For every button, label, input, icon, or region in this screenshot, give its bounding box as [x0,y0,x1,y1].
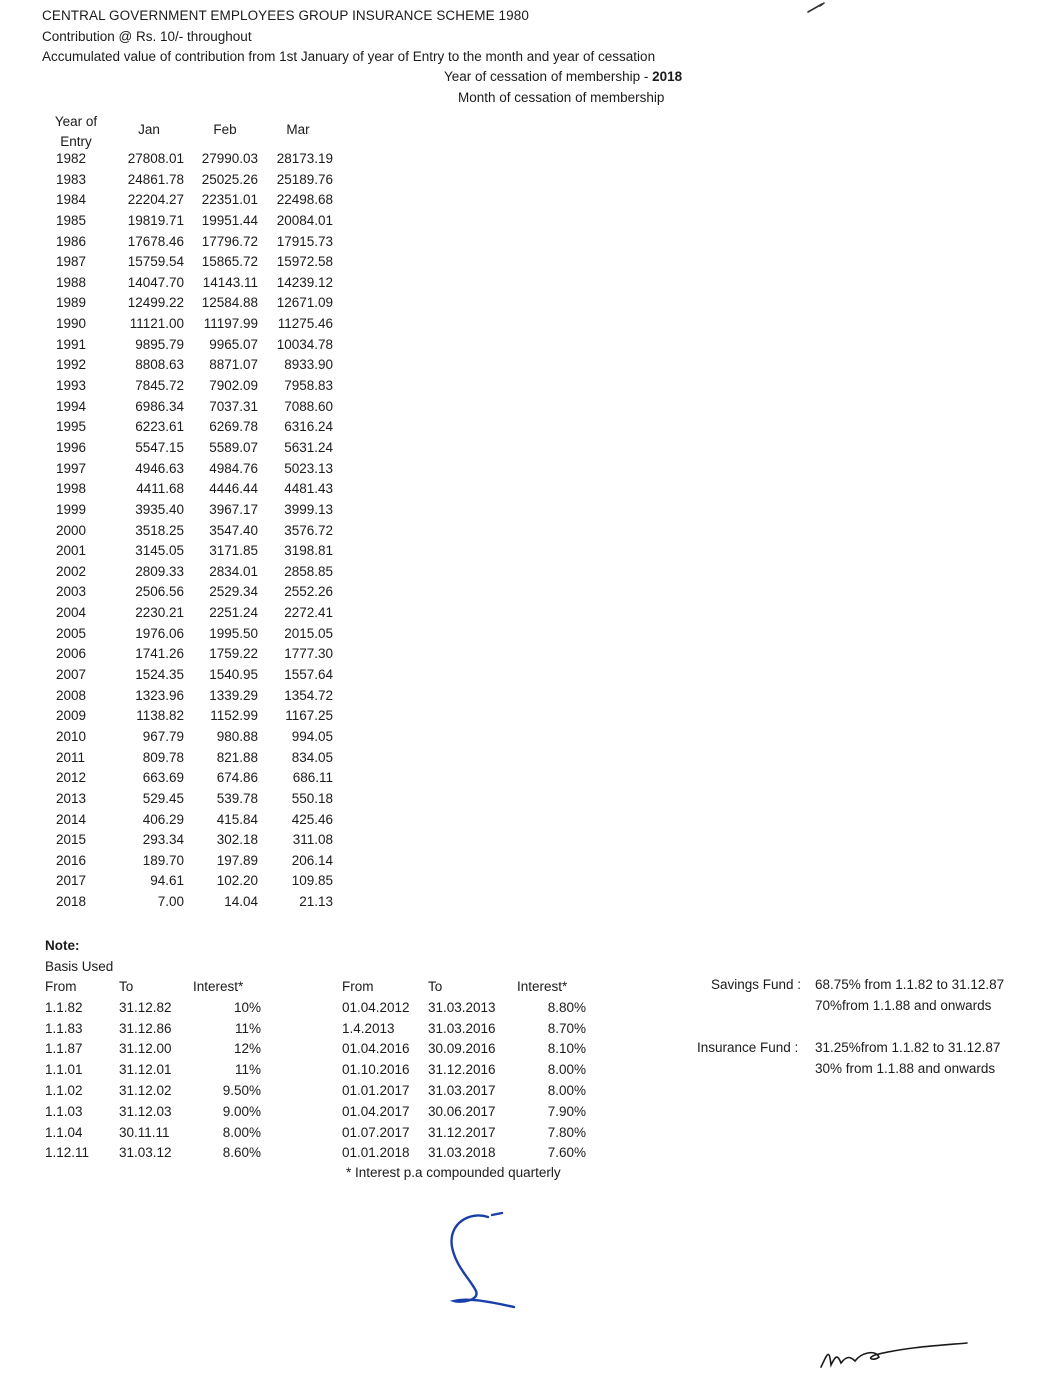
interest-cell: 10% [233,999,261,1015]
year-cell: 1992 [56,357,87,373]
table-row [40,233,340,254]
jan-cell: 293.34 [142,832,184,848]
document-title: CENTRAL GOVERNMENT EMPLOYEES GROUP INSURANCE SCHEME 1980 [42,8,529,23]
cessation-year-line [444,69,682,84]
mar-cell: 3198.81 [284,543,333,559]
feb-cell: 12584.88 [201,295,258,311]
interest-cell: 11% [234,1020,261,1036]
feb-cell: 1995.50 [209,625,258,641]
jan-cell: 12499.22 [127,295,184,311]
interest-cell: 12% [233,1041,261,1057]
mar-cell: 2015.05 [284,625,333,641]
mar-cell: 7088.60 [284,398,333,414]
year-cell: 2007 [56,667,87,683]
mar-cell: 834.05 [291,749,333,765]
feb-cell: 2529.34 [209,584,258,600]
interest-row [45,1145,275,1166]
corner-pen-mark [800,0,830,16]
feb-cell: 3547.40 [209,522,258,538]
year-cell: 2015 [56,832,87,848]
jan-cell: 2506.56 [135,584,184,600]
interest-row [45,1021,275,1042]
year-cell: 2013 [56,790,87,806]
year-cell: 2004 [56,605,87,621]
table-row [40,418,340,439]
feb-cell: 14.04 [224,894,258,910]
insurance-fund-label: Insurance Fund : [697,1040,799,1055]
to-cell: 31.12.00 [119,1041,172,1057]
table-row [40,893,340,914]
insurance-fund-line2: 30% from 1.1.88 and onwards [815,1061,996,1076]
feb-cell: 8871.07 [209,357,258,373]
from-cell: 1.1.03 [45,1103,83,1119]
from-cell: 1.12.11 [45,1145,90,1161]
table-row [40,315,340,336]
year-cell: 1988 [56,274,87,290]
from-cell: 1.4.2013 [342,1020,395,1036]
from-cell: 01.01.2017 [342,1082,410,1098]
month-header-jan: Jan [138,122,160,137]
feb-cell: 1339.29 [209,687,258,703]
table-row [40,872,340,893]
mar-cell: 1167.25 [285,708,333,724]
interest-cell: 11% [234,1062,261,1078]
mar-cell: 22498.68 [276,192,333,208]
mar-cell: 1777.30 [284,646,333,662]
table-row [40,728,340,749]
jan-cell: 6986.34 [135,398,184,414]
jan-cell: 406.29 [142,811,184,827]
table-row [40,501,340,522]
feb-cell: 15865.72 [201,254,258,270]
mar-cell: 25189.76 [276,171,333,187]
jan-cell: 19819.71 [127,212,184,228]
interest-cell: 8.00% [222,1124,261,1140]
year-cell: 2005 [56,625,87,641]
from-cell: 01.07.2017 [342,1124,410,1140]
feb-cell: 1152.99 [210,708,258,724]
table-row [40,645,340,666]
feb-cell: 11197.99 [203,316,258,332]
from-cell: 01.10.2016 [342,1062,410,1078]
table-row [40,274,340,295]
interest-cell: 8.10% [547,1041,586,1057]
table-row [40,212,340,233]
jan-cell: 809.78 [142,749,184,765]
interest-cell: 8.00% [547,1082,586,1098]
to-cell: 31.12.03 [119,1103,172,1119]
to-cell: 31.03.2013 [428,999,496,1015]
to-cell: 31.03.2016 [428,1020,496,1036]
feb-cell: 102.20 [216,873,258,889]
interest-footnote: * Interest p.a compounded quarterly [346,1165,561,1180]
year-cell: 1999 [56,501,87,517]
interest-row [342,1104,592,1125]
feb-cell: 7037.31 [209,398,258,414]
table-row [40,666,340,687]
jan-cell: 8808.63 [135,357,184,373]
to-cell: 31.12.01 [119,1062,172,1078]
jan-cell: 967.79 [142,728,184,744]
signature-bottom-right [815,1335,975,1375]
mar-cell: 15972.58 [276,254,333,270]
interest-cell: 7.60% [547,1145,586,1161]
from-cell: 01.01.2018 [342,1145,410,1161]
mar-cell: 11275.46 [277,316,333,332]
year-cell: 1985 [56,212,87,228]
jan-cell: 2809.33 [135,563,184,579]
jan-cell: 17678.46 [127,233,184,249]
mar-cell: 7958.83 [284,378,333,394]
interest-row [45,1062,275,1083]
interest-cell: 8.70% [547,1020,586,1036]
to-cell: 31.03.12 [119,1145,172,1161]
interest-cell: 8.60% [222,1145,261,1161]
from-cell: 1.1.87 [45,1041,83,1057]
jan-cell: 4946.63 [135,460,184,476]
mar-cell: 2858.85 [284,563,333,579]
interest-cell: 7.90% [547,1103,586,1119]
table-row [40,377,340,398]
mar-cell: 5023.13 [284,460,333,476]
table-row [40,604,340,625]
table-row [40,542,340,563]
mar-cell: 109.85 [291,873,333,889]
year-cell: 2001 [56,543,87,559]
year-cell: 2011 [56,749,86,765]
savings-fund-label: Savings Fund : [711,977,802,992]
interest-row [45,1041,275,1062]
mar-cell: 8933.90 [284,357,333,373]
mid-from-header: From [342,979,374,994]
jan-cell: 27808.01 [127,151,184,166]
year-cell: 1983 [56,171,87,187]
jan-cell: 663.69 [142,770,184,786]
year-cell: 2017 [56,873,87,889]
feb-cell: 7902.09 [209,378,258,394]
year-cell: 1984 [56,192,87,208]
year-cell: 2010 [56,728,87,744]
mar-cell: 3576.72 [284,522,333,538]
month-header-feb: Feb [213,122,237,137]
left-from-header: From [45,979,77,994]
interest-row [45,1083,275,1104]
feb-cell: 25025.26 [201,171,258,187]
mar-cell: 17915.73 [276,233,333,249]
year-cell: 2018 [56,894,87,910]
year-cell: 1993 [56,378,87,394]
year-cell: 1997 [56,460,87,476]
jan-cell: 11121.00 [129,316,184,332]
year-header-line2: Entry [60,134,92,149]
mar-cell: 14239.12 [276,274,333,290]
mar-cell: 1354.72 [284,687,333,703]
from-cell: 1.1.04 [45,1124,83,1140]
interest-table-left-header [45,979,275,1000]
jan-cell: 3518.25 [135,522,184,538]
table-row [40,852,340,873]
interest-row [45,1000,275,1021]
jan-cell: 9895.79 [135,336,184,352]
interest-table-mid-header [342,979,592,1000]
jan-cell: 5547.15 [135,439,184,455]
table-row [40,790,340,811]
accumulated-values-table [40,150,340,914]
feb-cell: 5589.07 [209,439,258,455]
to-cell: 30.11.11 [119,1124,170,1140]
table-row [40,171,340,192]
feb-cell: 980.88 [216,728,258,744]
interest-cell: 9.50% [222,1082,261,1098]
to-cell: 31.12.2016 [428,1062,496,1078]
interest-table-left-body [45,1000,275,1166]
mar-cell: 994.05 [291,728,333,744]
feb-cell: 22351.01 [201,192,258,208]
feb-cell: 27990.03 [201,151,258,166]
feb-cell: 415.84 [216,811,258,827]
mar-cell: 311.08 [292,832,333,848]
table-row [40,625,340,646]
mar-cell: 425.46 [291,811,333,827]
mar-cell: 686.11 [292,770,333,786]
table-row [40,563,340,584]
feb-cell: 19951.44 [201,212,258,228]
year-cell: 1987 [56,254,87,270]
mid-to-header: To [428,979,443,994]
year-cell: 1998 [56,481,87,497]
interest-row [342,1083,592,1104]
year-cell: 1989 [56,295,87,311]
to-cell: 30.06.2017 [428,1103,496,1119]
jan-cell: 529.45 [142,790,184,806]
signature-center [430,1205,530,1315]
mar-cell: 21.13 [299,894,333,910]
interest-row [342,1021,592,1042]
mar-cell: 6316.24 [284,419,333,435]
jan-cell: 22204.27 [127,192,184,208]
table-row [40,811,340,832]
table-row [40,522,340,543]
jan-cell: 7.00 [157,894,184,910]
interest-cell: 7.80% [547,1124,586,1140]
year-cell: 2014 [56,811,87,827]
table-row [40,398,340,419]
mar-cell: 12671.09 [276,295,333,311]
feb-cell: 3967.17 [209,501,258,517]
year-cell: 1995 [56,419,87,435]
feb-cell: 3171.85 [209,543,258,559]
year-cell: 2000 [56,522,87,538]
year-cell: 1991 [56,336,87,352]
from-cell: 01.04.2017 [342,1103,410,1119]
jan-cell: 3935.40 [135,501,184,517]
jan-cell: 6223.61 [135,419,184,435]
mar-cell: 550.18 [291,790,333,806]
year-cell: 2006 [56,646,87,662]
jan-cell: 24861.78 [127,171,184,187]
insurance-fund-line1: 31.25%from 1.1.82 to 31.12.87 [815,1040,1001,1055]
feb-cell: 674.86 [216,770,258,786]
table-row [40,480,340,501]
from-cell: 01.04.2016 [342,1041,410,1057]
interest-row [342,1062,592,1083]
jan-cell: 3145.05 [135,543,184,559]
accumulated-line: Accumulated value of contribution from 1st January of year of Entry to the month and year of cessation [42,49,656,64]
year-cell: 1986 [56,233,87,249]
left-to-header: To [119,979,134,994]
interest-cell: 8.80% [547,999,586,1015]
from-cell: 01.04.2012 [342,999,410,1015]
year-cell: 2016 [56,852,87,868]
table-row [40,294,340,315]
table-row [40,749,340,770]
feb-cell: 821.88 [216,749,258,765]
year-header [46,112,106,152]
year-cell: 2003 [56,584,87,600]
cessation-year-label: Year of cessation of membership - [444,69,653,84]
table-row [40,831,340,852]
to-cell: 31.12.02 [119,1082,172,1098]
interest-table-left [45,979,275,1166]
mar-cell: 2552.26 [284,584,333,600]
from-cell: 1.1.82 [45,999,83,1015]
to-cell: 31.12.2017 [428,1124,496,1140]
feb-cell: 302.18 [216,832,258,848]
table-row [40,583,340,604]
feb-cell: 6269.78 [209,419,258,435]
table-row [40,253,340,274]
jan-cell: 1524.35 [135,667,184,683]
cessation-month-line: Month of cessation of membership [458,90,665,105]
table-row [40,150,340,171]
savings-fund-line1: 68.75% from 1.1.82 to 31.12.87 [815,977,1005,992]
interest-row [342,1145,592,1166]
to-cell: 31.03.2017 [428,1082,496,1098]
year-cell: 1994 [56,398,87,414]
interest-cell: 8.00% [547,1062,586,1078]
year-header-line1: Year of [54,114,98,129]
to-cell: 30.09.2016 [428,1041,496,1057]
year-cell: 2002 [56,563,87,579]
interest-row [342,1041,592,1062]
mar-cell: 1557.64 [284,667,333,683]
to-cell: 31.12.86 [119,1020,172,1036]
year-cell: 2012 [56,770,87,786]
year-cell: 2008 [56,687,87,703]
table-row [40,707,340,728]
note-label: Note: [45,938,80,953]
jan-cell: 2230.21 [135,605,184,621]
jan-cell: 15759.54 [127,254,184,270]
interest-table-mid-body [342,1000,592,1166]
jan-cell: 189.70 [142,852,184,868]
interest-table-mid [342,979,592,1166]
feb-cell: 14143.11 [202,274,258,290]
savings-fund-line2: 70%from 1.1.88 and onwards [815,998,992,1013]
to-cell: 31.03.2018 [428,1145,496,1161]
month-header-mar: Mar [286,122,310,137]
from-cell: 1.1.83 [45,1020,83,1036]
table-row [40,439,340,460]
mar-cell: 5631.24 [284,439,333,455]
feb-cell: 4446.44 [209,481,258,497]
feb-cell: 2251.24 [209,605,258,621]
feb-cell: 1759.22 [209,646,258,662]
basis-used-label: Basis Used [45,959,114,974]
interest-row [342,1125,592,1146]
cessation-year-value: 2018 [652,69,683,84]
contribution-line: Contribution @ Rs. 10/- throughout [42,29,252,44]
table-row [40,687,340,708]
table-row [40,191,340,212]
interest-row [45,1104,275,1125]
feb-cell: 9965.07 [209,336,258,352]
from-cell: 1.1.02 [45,1082,83,1098]
to-cell: 31.12.82 [119,999,172,1015]
interest-row [342,1000,592,1021]
jan-cell: 1741.26 [135,646,184,662]
table-row [40,356,340,377]
interest-cell: 9.00% [222,1103,261,1119]
feb-cell: 197.89 [216,852,258,868]
mar-cell: 206.14 [291,852,333,868]
feb-cell: 4984.76 [209,460,258,476]
year-cell: 1990 [56,316,87,332]
year-cell: 2009 [56,708,87,724]
feb-cell: 2834.01 [209,563,258,579]
mar-cell: 4481.43 [284,481,333,497]
table-row [40,336,340,357]
year-cell: 1996 [56,439,87,455]
mar-cell: 3999.13 [284,501,333,517]
mar-cell: 28173.19 [276,151,333,166]
interest-row [45,1125,275,1146]
mar-cell: 2272.41 [284,605,333,621]
left-interest-header: Interest* [193,979,244,994]
jan-cell: 1323.96 [135,687,184,703]
feb-cell: 539.78 [216,790,258,806]
year-cell: 1982 [56,151,87,166]
jan-cell: 14047.70 [127,274,184,290]
mar-cell: 20084.01 [276,212,333,228]
table-header [40,110,340,150]
jan-cell: 94.61 [150,873,184,889]
jan-cell: 4411.68 [136,481,184,497]
mid-interest-header: Interest* [517,979,568,994]
jan-cell: 1138.82 [136,708,184,724]
from-cell: 1.1.01 [45,1062,83,1078]
feb-cell: 17796.72 [201,233,258,249]
mar-cell: 10034.78 [276,336,333,352]
table-row [40,460,340,481]
table-row [40,769,340,790]
jan-cell: 7845.72 [135,378,184,394]
jan-cell: 1976.06 [135,625,184,641]
feb-cell: 1540.95 [209,667,258,683]
